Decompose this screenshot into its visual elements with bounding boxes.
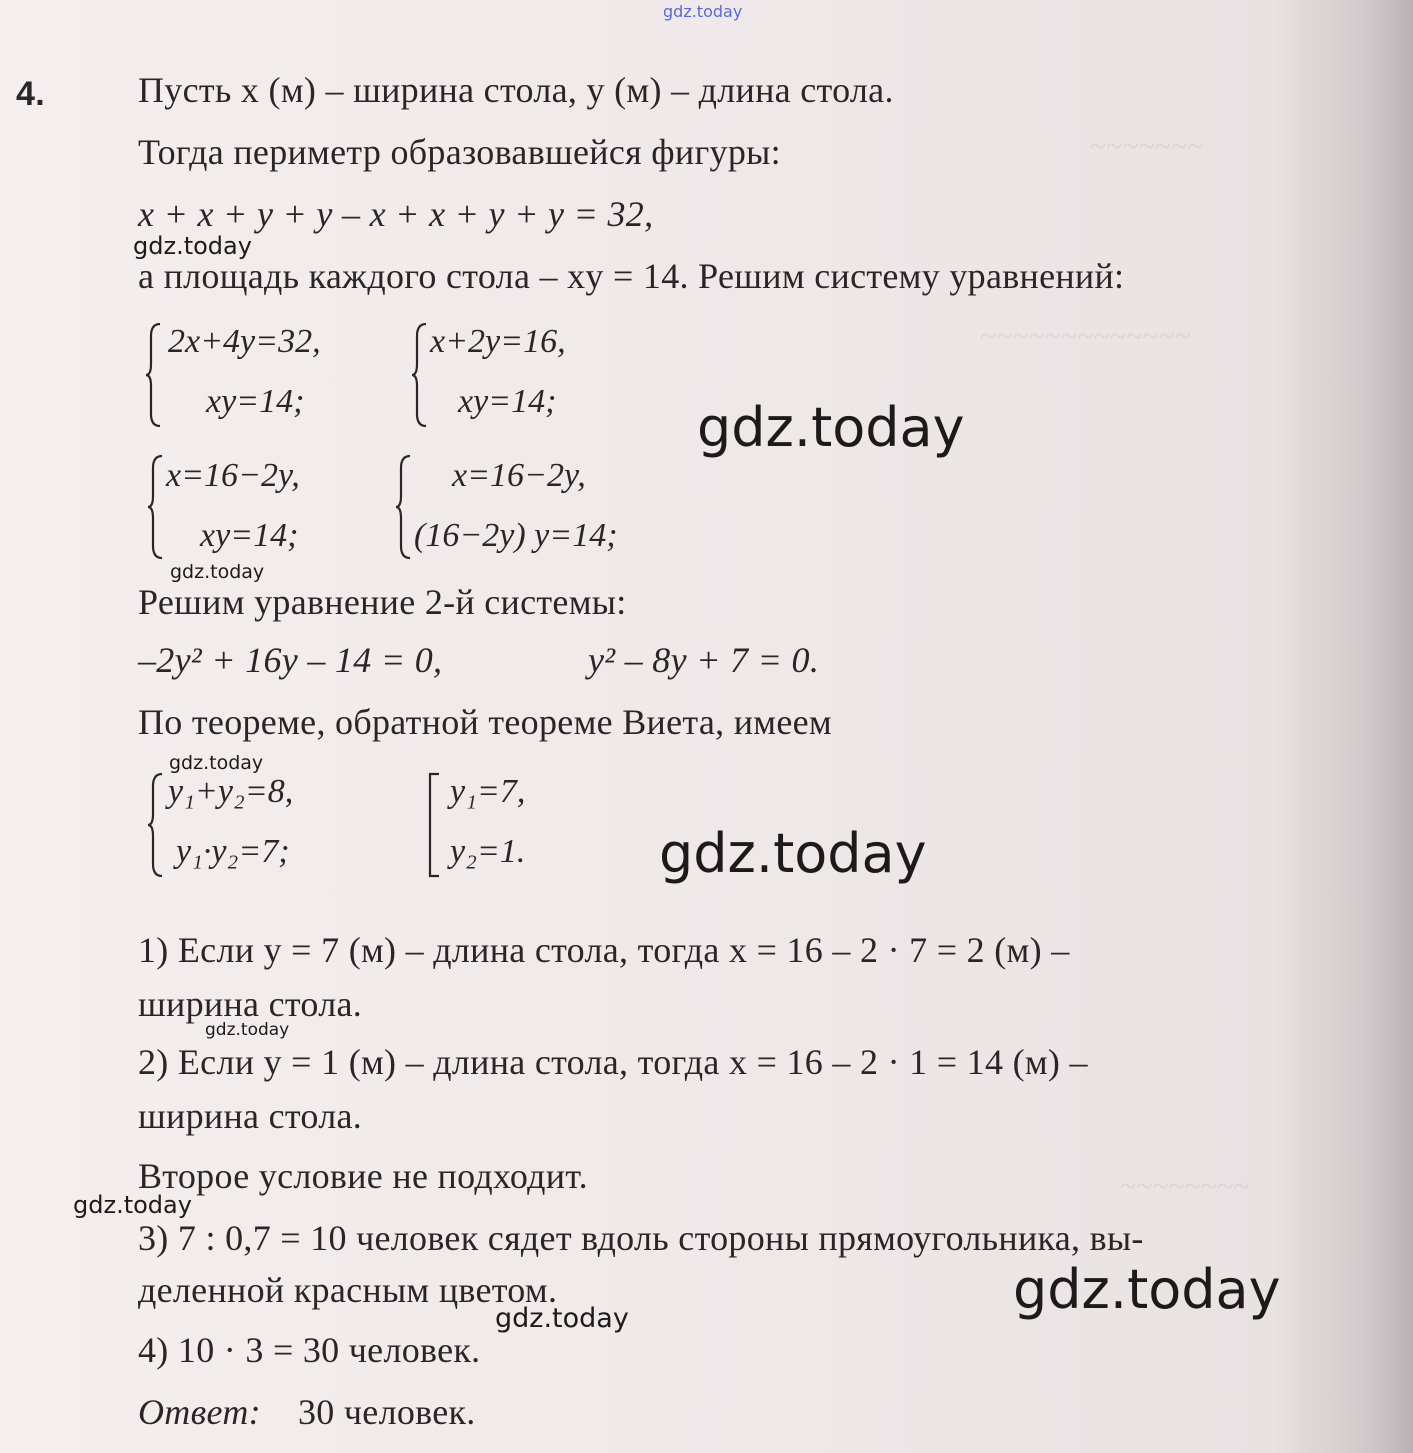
watermark: gdz.today (73, 1191, 192, 1219)
system-1a-eq1: 2x+4y=32, (168, 323, 321, 360)
system-3a-eq2: y₁·y₂=7; (176, 833, 290, 870)
system-brace (410, 320, 430, 430)
answer-value: 30 человек. (298, 1392, 476, 1432)
step-4: 4) 10 · 3 = 30 человек. (138, 1330, 481, 1370)
watermark-large: gdz.today (697, 396, 965, 459)
system-1b-eq1: x+2y=16, (430, 323, 566, 360)
watermark-large: gdz.today (659, 822, 927, 885)
step-3-line-1: 3) 7 : 0,7 = 10 человек сядет вдоль стороны прямоугольника, вы- (138, 1218, 1144, 1258)
system-1b-eq2: xy=14; (458, 383, 557, 420)
step-1-line-1: 1) Если y = 7 (м) – длина стола, тогда x = 16 – 2 · 7 = 2 (м) – (138, 930, 1070, 970)
watermark: gdz.today (169, 752, 264, 774)
step-3-line-2: деленной красным цветом. (138, 1270, 558, 1310)
step-1-line-2: ширина стола. (138, 984, 363, 1024)
system-1a-eq2: xy=14; (206, 383, 305, 420)
bleed-through-text: ~~~~~~~ (1090, 130, 1204, 163)
equation-quadratic-2: y² – 8y + 7 = 0. (588, 640, 820, 680)
watermark: gdz.today (170, 561, 265, 583)
bleed-through-text: ~~~~~~~~~~~~~ (980, 320, 1191, 353)
text-line-7: По теореме, обратной теореме Виета, имеем (138, 702, 833, 742)
text-line-5: Решим уравнение 2-й системы: (138, 582, 627, 622)
system-3b-eq1: y₁=7, (450, 773, 526, 810)
system-3a-eq1: y₁+y₂=8, (168, 773, 294, 810)
step-2-note: Второе условие не подходит. (138, 1156, 588, 1196)
watermark-top: gdz.today (663, 2, 743, 21)
equation-quadratic-1: –2y² + 16y – 14 = 0, (138, 640, 443, 680)
equation-perimeter: x + x + y + y – x + x + y + y = 32, (138, 194, 654, 234)
solution-bracket (426, 770, 442, 880)
text-line-4: а площадь каждого стола – xy = 14. Решим систему уравнений: (138, 256, 1125, 296)
watermark: gdz.today (133, 232, 252, 260)
watermark: gdz.today (495, 1303, 629, 1334)
system-2a-eq2: xy=14; (200, 517, 299, 554)
system-brace (146, 452, 166, 562)
text-line-1: Пусть x (м) – ширина стола, y (м) – длина стола. (138, 70, 894, 110)
system-2b-eq2: (16−2y) y=14; (414, 517, 618, 554)
step-2-line-1: 2) Если y = 1 (м) – длина стола, тогда x = 16 – 2 · 1 = 14 (м) – (138, 1042, 1088, 1082)
watermark-large: gdz.today (1013, 1258, 1281, 1321)
bleed-through-text: ~~~~~~~~ (1120, 1170, 1250, 1203)
system-3b-eq2: y₂=1. (450, 833, 526, 870)
problem-number: 4. (16, 75, 45, 113)
system-2b-eq1: x=16−2y, (452, 457, 586, 494)
watermark: gdz.today (205, 1020, 290, 1040)
system-brace (144, 320, 164, 430)
answer-label: Ответ: (138, 1392, 261, 1432)
text-line-2: Тогда периметр образовавшейся фигуры: (138, 132, 781, 172)
system-2a-eq1: x=16−2y, (166, 457, 300, 494)
system-brace (394, 452, 414, 562)
system-brace (146, 770, 166, 880)
step-2-line-2: ширина стола. (138, 1096, 363, 1136)
